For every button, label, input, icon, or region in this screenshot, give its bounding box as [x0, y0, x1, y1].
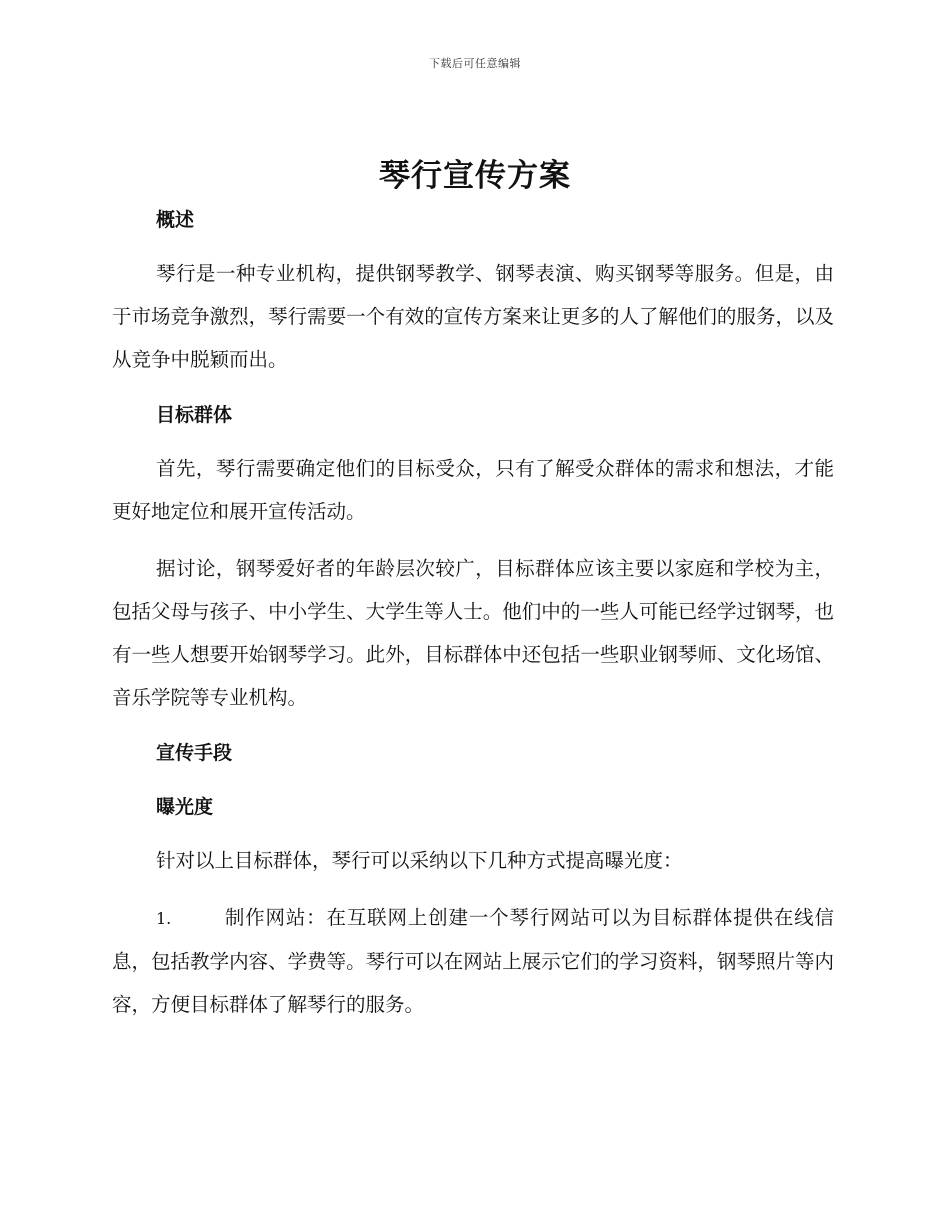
target-paragraph-1: 首先，琴行需要确定他们的目标受众，只有了解受众群体的需求和想法，才能更好地定位和展开宣传活动。 [112, 457, 834, 523]
exposure-paragraph: 针对以上目标群体，琴行可以采纳以下几种方式提高曝光度： [156, 849, 683, 872]
list-item-text: 制作网站：在互联网上创建一个琴行网站可以为目标群体提供在线信息，包括教学内容、学费等。琴行可以在网站上展示它们的学习资料，钢琴照片等内容，方便目标群体了解琴行的服务。 [112, 906, 834, 1016]
header-note: 下载后可任意编辑 [429, 57, 521, 70]
document-title: 琴行宣传方案 [379, 158, 571, 194]
overview-paragraph: 琴行是一种专业机构，提供钢琴教学、钢琴表演、购买钢琴等服务。但是，由于市场竞争激烈，琴行需要一个有效的宣传方案来让更多的人了解他们的服务，以及从竞争中脱颖而出。 [112, 262, 834, 371]
section-heading-target-group: 目标群体 [156, 404, 233, 426]
list-item-number: 1. [156, 909, 172, 928]
section-heading-promotion-means: 宣传手段 [156, 742, 233, 764]
section-heading-overview: 概述 [156, 209, 195, 231]
section-heading-exposure: 曝光度 [156, 796, 214, 818]
list-item [112, 896, 834, 1026]
document-body [112, 200, 834, 1026]
target-paragraph-2: 据讨论，钢琴爱好者的年龄层次较广，目标群体应该主要以家庭和学校为主，包括父母与孩子、中小学生、大学生等人士。他们中的一些人可能已经学过钢琴，也有一些人想要开始钢琴学习。此外，目标群体中还包括一些职业钢琴师、文化场馆、音乐学院等专业机构。 [112, 557, 834, 709]
